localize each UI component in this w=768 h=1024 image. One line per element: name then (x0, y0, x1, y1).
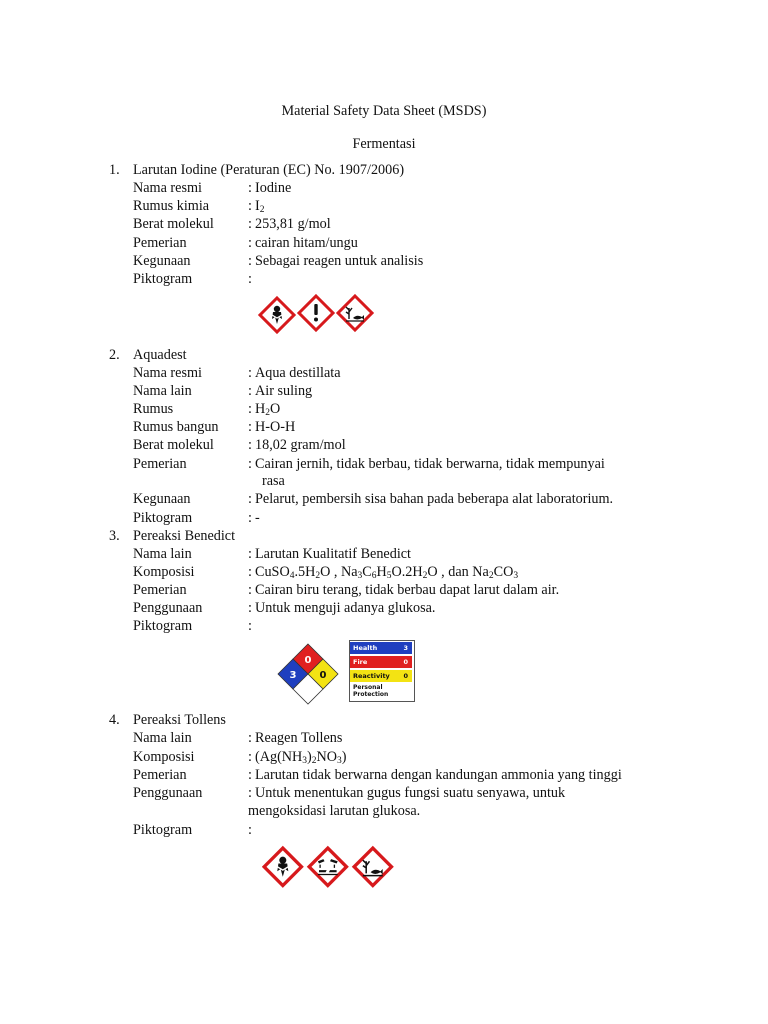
row-label: Pemerian (133, 582, 187, 598)
item-name: Pereaksi Tollens (133, 712, 226, 728)
row-label: Berat molekul (133, 437, 214, 453)
row-colon: : (248, 401, 252, 417)
document-subtitle: Fermentasi (352, 136, 416, 152)
row-value: Iodine (255, 180, 292, 196)
exclamation-mark-icon (299, 296, 333, 330)
item-number: 3. (109, 528, 120, 544)
row-value-continuation: rasa (262, 473, 285, 489)
row-value: 18,02 gram/mol (255, 437, 346, 453)
row-colon: : (248, 180, 252, 196)
row-label: Piktogram (133, 510, 193, 526)
pictograms (262, 845, 396, 889)
formula-subscript: 3 (302, 756, 308, 766)
formula-part: CuSO (255, 564, 290, 580)
nfpa-fire-value: 0 (304, 655, 312, 666)
hmis-protection-label: Protection (353, 691, 389, 698)
nfpa-reactivity-value: 0 (319, 670, 327, 681)
row-value: Air suling (255, 383, 313, 399)
row-colon: : (248, 564, 252, 580)
row-value: Larutan tidak berwarna dengan kandungan ammonia yang tinggi (255, 767, 622, 783)
row-value: Untuk menguji adanya glukosa. (255, 600, 436, 616)
nfpa-diamond (276, 642, 340, 711)
row-label: Piktogram (133, 822, 193, 838)
row-label: Kegunaan (133, 491, 191, 507)
hmis-fire-label: Fire (353, 658, 368, 666)
row-label: Piktogram (133, 618, 193, 634)
row-colon: : (248, 730, 252, 746)
formula-part: O , Na (320, 564, 358, 580)
formula-part: O.2H (391, 564, 423, 580)
formula-subscript: 3 (513, 571, 519, 581)
formula-subscript: 2 (311, 756, 317, 766)
nfpa-health-value: 3 (289, 670, 297, 681)
formula-part: H (255, 401, 266, 417)
item-number: 2. (109, 347, 120, 363)
formula-part: O , dan Na (427, 564, 489, 580)
formula-part: ) (341, 749, 347, 765)
row-colon: : (248, 822, 252, 838)
hmis-health-label: Health (353, 644, 378, 652)
row-value: - (255, 510, 260, 526)
hmis-reactivity-bar (350, 670, 412, 682)
row-colon: : (248, 271, 252, 287)
formula-part: C (362, 564, 372, 580)
pictogram-group (257, 294, 377, 341)
formula-subscript: 4 (289, 571, 295, 581)
row-label: Nama resmi (133, 365, 202, 381)
row-value: Sebagai reagen untuk analisis (255, 253, 424, 269)
hmis-label (349, 640, 415, 702)
item-number: 1. (109, 162, 120, 178)
hmis-protection (353, 684, 388, 698)
hmis-reactivity-label: Reactivity (353, 672, 390, 680)
row-colon: : (248, 253, 252, 269)
row-label: Pemerian (133, 767, 187, 783)
row-label: Berat molekul (133, 216, 214, 232)
row-value: cairan hitam/ungu (255, 235, 358, 251)
formula-part: .5H (294, 564, 316, 580)
row-colon: : (248, 365, 252, 381)
formula-subscript: 5 (386, 571, 392, 581)
row-value: Reagen Tollens (255, 730, 343, 746)
health-hazard-icon (260, 298, 294, 332)
row-label: Pemerian (133, 235, 187, 251)
row-label: Kegunaan (133, 253, 191, 269)
formula-part: H (376, 564, 387, 580)
row-value: Untuk menentukan gugus fungsi suatu senyawa, untuk (255, 785, 566, 801)
row-value: H-O-H (255, 419, 296, 435)
pictogram-group (262, 845, 396, 894)
health-hazard-icon (264, 848, 301, 885)
document-title: Material Safety Data Sheet (MSDS) (281, 103, 487, 119)
row-label: Pemerian (133, 456, 187, 472)
row-colon: : (248, 437, 252, 453)
row-label: Penggunaan (133, 785, 203, 801)
hmis-reactivity-value: 0 (403, 672, 408, 680)
row-label: Rumus (133, 401, 174, 417)
row-value (255, 748, 347, 766)
formula-part: O (270, 401, 281, 417)
pictograms (257, 294, 377, 336)
formula-subscript: 2 (422, 571, 428, 581)
corrosion-icon (309, 848, 346, 885)
formula-subscript: 6 (371, 571, 377, 581)
row-value (255, 197, 264, 215)
row-colon: : (248, 198, 252, 214)
formula-part: ) (307, 749, 312, 765)
row-colon: : (248, 216, 252, 232)
item-name: Aquadest (133, 347, 187, 363)
row-colon: : (248, 419, 252, 435)
hmis-fire-value: 0 (403, 658, 408, 666)
row-colon: : (248, 582, 252, 598)
row-label: Rumus kimia (133, 198, 210, 214)
row-colon: : (248, 785, 252, 801)
row-colon: : (248, 546, 252, 562)
row-label: Penggunaan (133, 600, 203, 616)
formula-part: (Ag(NH (255, 749, 303, 765)
row-value: Cairan jernih, tidak berbau, tidak berwarna, tidak mempunyai (255, 456, 605, 472)
row-value (255, 563, 518, 581)
hmis-health-bar (350, 642, 412, 654)
row-colon: : (248, 767, 252, 783)
row-colon: : (248, 491, 252, 507)
row-colon: : (248, 749, 252, 765)
formula-subscript: 2 (488, 571, 494, 581)
formula-subscript: 2 (265, 408, 270, 418)
item-name: Pereaksi Benedict (133, 528, 236, 544)
row-value: 253,81 g/mol (255, 216, 331, 232)
hmis-health-value: 3 (403, 644, 408, 652)
row-label: Nama lain (133, 730, 192, 746)
row-colon: : (248, 510, 252, 526)
row-value: Aqua destillata (255, 365, 341, 381)
row-value: Cairan biru terang, tidak berbau dapat larut dalam air. (255, 582, 560, 598)
row-colon: : (248, 383, 252, 399)
formula-subscript: 2 (259, 205, 265, 215)
environment-hazard-icon (354, 848, 391, 885)
row-value (255, 400, 280, 418)
formula-part: NO (316, 749, 338, 765)
formula-subscript: 2 (315, 571, 321, 581)
formula-subscript: 3 (337, 756, 342, 766)
row-value: Pelarut, pembersih sisa bahan pada beberapa alat laboratorium. (255, 491, 614, 507)
row-label: Komposisi (133, 564, 195, 580)
row-label: Piktogram (133, 271, 193, 287)
hmis-protection-label: Personal (353, 684, 383, 691)
row-colon: : (248, 235, 252, 251)
row-label: Rumus bangun (133, 419, 219, 435)
row-value: Larutan Kualitatif Benedict (255, 546, 412, 562)
formula-part: I (255, 198, 260, 214)
row-colon: : (248, 600, 252, 616)
formula-subscript: 3 (357, 571, 363, 581)
row-label: Nama lain (133, 546, 192, 562)
row-colon: : (248, 618, 252, 634)
row-colon: : (248, 456, 252, 472)
formula-part: CO (493, 564, 514, 580)
item-name: Larutan Iodine (Peraturan (EC) No. 1907/2006) (133, 162, 405, 178)
row-label: Nama lain (133, 383, 192, 399)
item-number: 4. (109, 712, 120, 728)
row-label: Komposisi (133, 749, 195, 765)
row-value-continuation: mengoksidasi larutan glukosa. (248, 803, 421, 819)
environment-hazard-icon (338, 296, 372, 330)
hmis-fire-bar (350, 656, 412, 668)
row-label: Nama resmi (133, 180, 202, 196)
